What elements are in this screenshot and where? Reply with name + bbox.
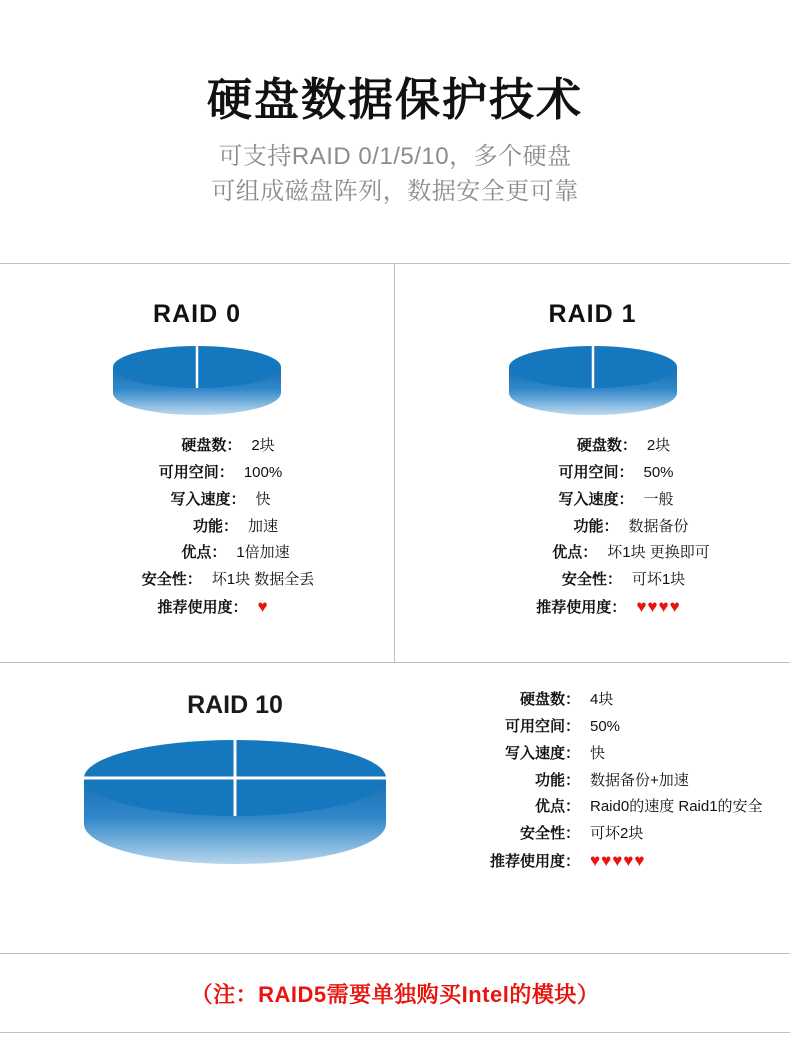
spec-value-safety: 可坏1块 <box>631 571 686 589</box>
spec-row <box>429 518 756 537</box>
spec-row <box>470 718 790 737</box>
spec-value-advantage: 1倍加速 <box>236 544 290 562</box>
page-title: 硬盘数据保护技术 <box>206 74 583 125</box>
rating-hearts: ♥♥♥♥ <box>636 596 681 616</box>
spec-label-disk-count: 硬盘数： <box>576 437 637 455</box>
spec-row <box>429 544 756 563</box>
disk-cylinder-icon <box>80 738 390 868</box>
spec-label-write-speed: 写入速度： <box>170 490 246 508</box>
raid-10-right <box>470 663 790 879</box>
spec-label-recommend: 推荐使用度： <box>536 598 627 616</box>
spec-label-recommend: 推荐使用度： <box>157 598 248 616</box>
spec-label-advantage: 优点： <box>534 798 580 816</box>
spec-label-usable-space: 可用空间： <box>158 464 234 482</box>
raid-10-disk-graphic <box>0 738 470 868</box>
spec-value-advantage: 坏1块 更换即可 <box>607 544 710 562</box>
spec-row <box>34 437 360 456</box>
spec-value-function: 数据备份 <box>628 517 689 535</box>
spec-label-safety: 安全性： <box>141 571 202 589</box>
spec-value-usable-space: 50% <box>643 464 674 482</box>
spec-value-disk-count: 4块 <box>590 691 614 709</box>
spec-value-write-speed: 一般 <box>643 490 674 508</box>
spec-row <box>34 598 360 618</box>
spec-label-write-speed: 写入速度： <box>558 490 634 508</box>
spec-row <box>470 745 790 764</box>
raid-10-left <box>0 663 470 868</box>
raid-1-disk-graphic <box>395 345 790 419</box>
top-strip <box>0 0 790 10</box>
spec-label-advantage: 优点： <box>552 544 598 562</box>
raid-row-top <box>0 264 790 663</box>
rating-hearts: ♥ <box>257 596 269 616</box>
raid-1-title: RAID 1 <box>548 300 637 329</box>
spec-label-disk-count: 硬盘数： <box>519 691 580 709</box>
raid-0-card <box>0 264 395 662</box>
spec-label-usable-space: 可用空间： <box>558 464 634 482</box>
rating-hearts: ♥♥♥♥♥ <box>590 850 646 870</box>
disk-cylinder-icon <box>507 345 679 419</box>
spec-label-function: 功能： <box>192 517 238 535</box>
page-subtitle-line-2: 可组成磁盘阵列，数据安全更可靠 <box>211 177 579 205</box>
spec-value-write-speed: 快 <box>590 744 606 762</box>
spec-value-disk-count: 2块 <box>251 437 275 455</box>
spec-value-safety: 可坏2块 <box>590 825 644 843</box>
spec-row <box>34 571 360 590</box>
disk-cylinder-icon <box>111 345 283 419</box>
raid-10-card <box>0 663 790 954</box>
spec-value-function: 数据备份+加速 <box>590 771 689 789</box>
raid-10-title: RAID 10 <box>187 691 283 720</box>
spec-row <box>470 825 790 844</box>
spec-value-usable-space: 100% <box>243 464 283 482</box>
spec-row <box>429 464 756 483</box>
page-header <box>0 0 790 209</box>
spec-label-write-speed: 写入速度： <box>504 744 580 762</box>
spec-label-function: 功能： <box>534 771 580 789</box>
spec-row <box>34 464 360 483</box>
spec-label-safety: 安全性： <box>561 571 622 589</box>
spec-label-function: 功能： <box>573 517 619 535</box>
spec-label-safety: 安全性： <box>519 825 580 843</box>
page-subtitle <box>0 140 790 210</box>
spec-value-advantage: Raid0的速度 Raid1的安全 <box>590 798 763 816</box>
raid-0-disk-graphic <box>0 345 394 419</box>
spec-value-usable-space: 50% <box>590 718 621 736</box>
spec-row <box>34 518 360 537</box>
spec-row <box>470 798 790 817</box>
spec-row <box>34 491 360 510</box>
spec-value-write-speed: 快 <box>255 490 271 508</box>
spec-label-advantage: 优点： <box>181 544 227 562</box>
spec-label-usable-space: 可用空间： <box>504 718 580 736</box>
spec-value-safety: 坏1块 数据全丢 <box>211 571 315 589</box>
footer-note: （注：RAID5需要单独购买Intel的模块） <box>190 981 600 1007</box>
raid-0-specs <box>0 437 394 617</box>
page-subtitle-line-1: 可支持RAID 0/1/5/10，多个硬盘 <box>218 142 572 170</box>
spec-row <box>470 772 790 791</box>
spec-row <box>429 437 756 456</box>
spec-row <box>429 598 756 618</box>
spec-value-function: 加速 <box>247 517 278 535</box>
spec-row <box>429 571 756 590</box>
raid-comparison-grid <box>0 263 790 1033</box>
spec-value-disk-count: 2块 <box>646 437 671 455</box>
spec-row <box>470 852 790 872</box>
spec-row <box>429 491 756 510</box>
spec-label-recommend: 推荐使用度： <box>489 852 580 870</box>
raid-1-card <box>395 264 790 662</box>
spec-row <box>470 691 790 710</box>
raid-1-specs <box>395 437 790 617</box>
raid-0-title: RAID 0 <box>153 300 241 329</box>
footer-note-row <box>0 954 790 1033</box>
raid-10-specs <box>470 691 790 871</box>
spec-label-disk-count: 硬盘数： <box>181 437 242 455</box>
spec-row <box>34 544 360 563</box>
